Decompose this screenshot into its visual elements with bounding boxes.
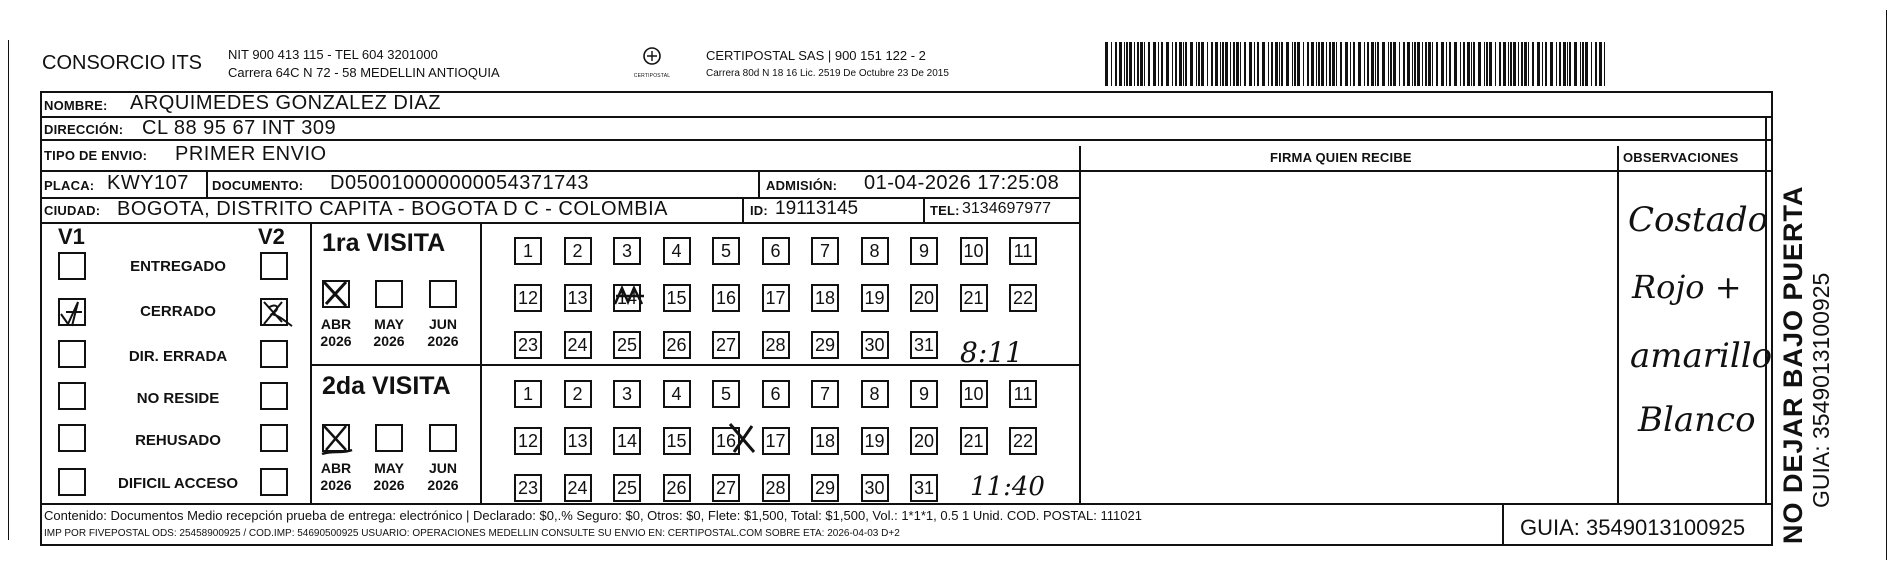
obs-line-4: Blanco bbox=[1638, 400, 1756, 440]
barcode-bar bbox=[1510, 42, 1512, 86]
second-visit-month-jun[interactable] bbox=[429, 424, 457, 452]
nombre-label: NOMBRE: bbox=[44, 98, 108, 113]
side-text bbox=[1778, 94, 1888, 544]
first-visit-day-19[interactable]: 19 bbox=[861, 284, 889, 312]
first-visit-day-25[interactable]: 25 bbox=[613, 331, 641, 359]
firma-header: FIRMA QUIEN RECIBE bbox=[1270, 150, 1412, 165]
barcode-bar bbox=[1446, 42, 1447, 86]
first-visit-day-1[interactable]: 1 bbox=[514, 237, 542, 265]
barcode-bar bbox=[1367, 42, 1369, 86]
barcode-bar bbox=[1230, 42, 1231, 86]
barcode-bar bbox=[1489, 42, 1492, 86]
first-visit-day-26[interactable]: 26 bbox=[663, 331, 691, 359]
barcode-bar bbox=[1279, 42, 1280, 86]
reason-dificil-acceso: DIFICIL ACCESO bbox=[117, 475, 238, 492]
barcode-bar bbox=[1499, 42, 1501, 86]
first-visit-month-jun[interactable] bbox=[429, 280, 457, 308]
barcode-bar bbox=[1388, 42, 1389, 86]
v1-checkbox-no-reside[interactable] bbox=[58, 382, 86, 410]
second-visit-month-may[interactable] bbox=[375, 424, 403, 452]
barcode-bar bbox=[1377, 42, 1379, 86]
barcode-bar bbox=[1574, 42, 1577, 86]
second-visit-day-11[interactable]: 11 bbox=[1009, 380, 1037, 408]
barcode-bar bbox=[1336, 42, 1337, 86]
v2-label: V2 bbox=[258, 224, 285, 249]
barcode-bar bbox=[1422, 42, 1423, 86]
barcode-bar bbox=[1585, 42, 1588, 86]
first-visit-day-3[interactable]: 3 bbox=[613, 237, 641, 265]
barcode-bar bbox=[1201, 42, 1204, 86]
barcode-bar bbox=[1286, 42, 1289, 86]
barcode-bar bbox=[1318, 42, 1320, 86]
v2-checkbox-no-reside[interactable] bbox=[260, 382, 288, 410]
first-visit-day-15[interactable]: 15 bbox=[663, 284, 691, 312]
barcode-bar bbox=[1134, 42, 1135, 86]
first-visit-day-13[interactable]: 13 bbox=[564, 284, 592, 312]
barcode-bar bbox=[1532, 42, 1534, 86]
barcode-bar bbox=[1262, 42, 1265, 86]
reason-no-reside: NO RESIDE bbox=[136, 390, 220, 407]
barcode-bar bbox=[1417, 42, 1420, 86]
v2-checkbox-rehusado[interactable] bbox=[260, 424, 288, 452]
certipostal-name: CERTIPOSTAL SAS | 900 151 122 - 2 bbox=[706, 48, 926, 63]
side-guia: GUIA: 3549013100925 bbox=[1808, 272, 1834, 508]
second-visit-day-17[interactable]: 17 bbox=[762, 427, 790, 455]
barcode-bar bbox=[1249, 42, 1252, 86]
obs-line-1: Costado bbox=[1628, 200, 1769, 240]
barcode-bar bbox=[1198, 42, 1200, 86]
barcode-bar bbox=[1486, 42, 1488, 86]
first-visit-day-4[interactable]: 4 bbox=[663, 237, 691, 265]
logo-caption: CERTIPOSTAL bbox=[633, 73, 671, 79]
ciudad-label: CIUDAD: bbox=[44, 203, 101, 218]
barcode-bar bbox=[1281, 42, 1283, 86]
footer-print-info: IMP POR FIVEPOSTAL ODS: 25458900925 / COD.IMP: 54690500925 USUARIO: OPERACIONES MEDELLIN CONSULTE SU ENVIO EN: CERTIPOSTAL.COM SOBRE ETA: 2026-04-03 D+2 bbox=[44, 528, 900, 539]
barcode-bar bbox=[1521, 42, 1523, 86]
first-visit-day-30[interactable]: 30 bbox=[861, 331, 889, 359]
first-visit-month-may[interactable] bbox=[375, 280, 403, 308]
barcode-bar bbox=[1350, 42, 1351, 86]
second-visit-day-20[interactable]: 20 bbox=[910, 427, 938, 455]
barcode-bar bbox=[1311, 42, 1314, 86]
barcode-bar bbox=[1329, 42, 1331, 86]
barcode-bar bbox=[1316, 42, 1317, 86]
second-visit-day-8[interactable]: 8 bbox=[861, 380, 889, 408]
id-value: 19113145 bbox=[775, 198, 859, 219]
second-visit-day-24[interactable]: 24 bbox=[564, 474, 592, 502]
barcode-bar bbox=[1236, 42, 1239, 86]
barcode-bar bbox=[1478, 42, 1481, 86]
barcode-bar bbox=[1207, 42, 1208, 86]
barcode-bar bbox=[1467, 42, 1470, 86]
scan-edge-right bbox=[1886, 10, 1887, 560]
v2-checkbox-dir-errada[interactable] bbox=[260, 340, 288, 368]
barcode-bar bbox=[1254, 42, 1255, 86]
first-visit-day-11[interactable]: 11 bbox=[1009, 237, 1037, 265]
first-visit-day-31[interactable]: 31 bbox=[910, 331, 938, 359]
barcode-bar bbox=[1353, 42, 1355, 86]
first-visit-day-28[interactable]: 28 bbox=[762, 331, 790, 359]
barcode-bar bbox=[1244, 42, 1246, 86]
barcode-bar bbox=[1326, 42, 1327, 86]
second-visit-day-13[interactable]: 13 bbox=[564, 427, 592, 455]
documento-label: DOCUMENTO: bbox=[212, 178, 304, 193]
second-visit-day-3[interactable]: 3 bbox=[613, 380, 641, 408]
barcode-bar bbox=[1144, 42, 1145, 86]
barcode-bar bbox=[1196, 42, 1197, 86]
v1-checkbox-entregado[interactable] bbox=[58, 252, 86, 280]
observations-area bbox=[1622, 172, 1773, 502]
first-visit-day-27[interactable]: 27 bbox=[712, 331, 740, 359]
barcode-bar bbox=[1528, 42, 1529, 86]
first-visit-day14-mark bbox=[612, 282, 648, 312]
barcode-bar bbox=[1332, 42, 1335, 86]
barcode-bar bbox=[1275, 42, 1278, 86]
barcode-bar bbox=[1473, 42, 1475, 86]
second-visit-day-7[interactable]: 7 bbox=[811, 380, 839, 408]
second-visit-day-28[interactable]: 28 bbox=[762, 474, 790, 502]
barcode-bar bbox=[1222, 42, 1224, 86]
barcode-bar bbox=[1580, 42, 1581, 86]
reason-entregado: ENTREGADO bbox=[130, 258, 226, 275]
barcode-bar bbox=[1414, 42, 1416, 86]
first-visit-day-7[interactable]: 7 bbox=[811, 237, 839, 265]
documento-value: D050010000000054371743 bbox=[330, 172, 590, 194]
barcode-bar bbox=[1166, 42, 1169, 86]
first-visit-day-6[interactable]: 6 bbox=[762, 237, 790, 265]
second-visit-day16-mark bbox=[724, 420, 760, 456]
first-visit-day-5[interactable]: 5 bbox=[712, 237, 740, 265]
first-visit-day-9[interactable]: 9 bbox=[910, 237, 938, 265]
barcode-bar bbox=[1358, 42, 1361, 86]
barcode-bar bbox=[1148, 42, 1150, 86]
first-visit-day-23[interactable]: 23 bbox=[514, 331, 542, 359]
barcode-bar bbox=[1563, 42, 1566, 86]
barcode-bar bbox=[1513, 42, 1516, 86]
barcode-bar bbox=[1582, 42, 1584, 86]
barcode-bar bbox=[1432, 42, 1433, 86]
second-visit-day-23[interactable]: 23 bbox=[514, 474, 542, 502]
footer-contents: Contenido: Documentos Medio recepción prueba de entrega: electrónico | Declarado: $0,.% Seguro: $0, Otros: $0, Flete: $1,500, Total: $1,500, Vol.: 1*1*1, 0.5 1 Unid. COD. POSTAL: 111021 bbox=[44, 508, 1142, 523]
barcode-bar bbox=[1257, 42, 1259, 86]
barcode-bar bbox=[1556, 42, 1557, 86]
reason-dir-errada: DIR. ERRADA bbox=[128, 348, 228, 365]
barcode-bar bbox=[1518, 42, 1519, 86]
obs-line-3: amarillo bbox=[1630, 336, 1773, 376]
barcode-bar bbox=[1412, 42, 1413, 86]
first-visit-day-29[interactable]: 29 bbox=[811, 331, 839, 359]
placa-label: PLACA: bbox=[44, 178, 95, 193]
id-label: ID: bbox=[750, 203, 768, 218]
second-visit-day-6[interactable]: 6 bbox=[762, 380, 790, 408]
second-visit-title: 2da VISITA bbox=[322, 372, 451, 400]
first-visit-day-2[interactable]: 2 bbox=[564, 237, 592, 265]
barcode-bar bbox=[1303, 42, 1304, 86]
v1-cerrado-check-mark bbox=[56, 296, 90, 330]
reason-rehusado: REHUSADO bbox=[135, 432, 221, 449]
barcode-bar bbox=[1403, 42, 1405, 86]
admision-value: 01-04-2026 17:25:08 bbox=[864, 172, 1060, 194]
barcode-bar bbox=[1407, 42, 1410, 86]
barcode-bar bbox=[1175, 42, 1177, 86]
barcode-bar bbox=[1503, 42, 1506, 86]
barcode-bar bbox=[1220, 42, 1221, 86]
first-visit-month-label-abr: ABR 2026 bbox=[320, 316, 352, 349]
second-visit-day-12[interactable]: 12 bbox=[514, 427, 542, 455]
second-visit-day-2[interactable]: 2 bbox=[564, 380, 592, 408]
barcode-bar bbox=[1567, 42, 1568, 86]
placa-value: KWY107 bbox=[107, 172, 189, 194]
side-warning: NO DEJAR BAJO PUERTA bbox=[1778, 185, 1808, 544]
barcode-bar bbox=[1215, 42, 1218, 86]
second-visit-day-27[interactable]: 27 bbox=[712, 474, 740, 502]
first-visit-day-24[interactable]: 24 bbox=[564, 331, 592, 359]
barcode-bar bbox=[1371, 42, 1374, 86]
company-address: Carrera 64C N 72 - 58 MEDELLIN ANTIOQUIA bbox=[228, 65, 500, 80]
first-visit-day-17[interactable]: 17 bbox=[762, 284, 790, 312]
barcode-bar bbox=[1153, 42, 1156, 86]
barcode-bar bbox=[1158, 42, 1159, 86]
barcode bbox=[1105, 42, 1610, 86]
second-visit-day-22[interactable]: 22 bbox=[1009, 427, 1037, 455]
ciudad-value: BOGOTA, DISTRITO CAPITA - BOGOTA D C - COLOMBIA bbox=[117, 198, 668, 220]
barcode-bar bbox=[1129, 42, 1132, 86]
barcode-bar bbox=[1399, 42, 1400, 86]
certipostal-address: Carrera 80d N 18 16 Lic. 2519 De Octubre 23 De 2015 bbox=[706, 68, 949, 79]
first-visit-day-10[interactable]: 10 bbox=[960, 237, 988, 265]
second-visit-day-4[interactable]: 4 bbox=[663, 380, 691, 408]
company-name: CONSORCIO ITS bbox=[42, 52, 203, 74]
barcode-bar bbox=[1454, 42, 1457, 86]
barcode-bar bbox=[1436, 42, 1438, 86]
barcode-bar bbox=[1441, 42, 1444, 86]
barcode-bar bbox=[1297, 42, 1300, 86]
barcode-bar bbox=[1542, 42, 1543, 86]
barcode-bar bbox=[1463, 42, 1465, 86]
barcode-bar bbox=[1124, 42, 1125, 86]
first-visit-day-22[interactable]: 22 bbox=[1009, 284, 1037, 312]
barcode-bar bbox=[1292, 42, 1293, 86]
second-visit-day-31[interactable]: 31 bbox=[910, 474, 938, 502]
barcode-bar bbox=[1508, 42, 1509, 86]
second-visit-day-1[interactable]: 1 bbox=[514, 380, 542, 408]
barcode-bar bbox=[1185, 42, 1187, 86]
barcode-bar bbox=[1460, 42, 1461, 86]
observaciones-header: OBSERVACIONES bbox=[1623, 150, 1739, 165]
barcode-bar bbox=[1183, 42, 1184, 86]
barcode-bar bbox=[1471, 42, 1472, 86]
tel-value: 3134697977 bbox=[962, 200, 1051, 217]
second-visit-day-25[interactable]: 25 bbox=[613, 474, 641, 502]
second-visit-day-15[interactable]: 15 bbox=[663, 427, 691, 455]
barcode-bar bbox=[1375, 42, 1376, 86]
barcode-bar bbox=[1569, 42, 1571, 86]
second-visit-day-19[interactable]: 19 bbox=[861, 427, 889, 455]
barcode-bar bbox=[1390, 42, 1392, 86]
second-visit-month-label-abr: ABR 2026 bbox=[320, 460, 352, 493]
barcode-bar bbox=[1545, 42, 1547, 86]
barcode-bar bbox=[1591, 42, 1592, 86]
barcode-bar bbox=[1225, 42, 1228, 86]
barcode-bar bbox=[1137, 42, 1139, 86]
admision-label: ADMISIÓN: bbox=[766, 178, 838, 193]
first-visit-day-8[interactable]: 8 bbox=[861, 237, 889, 265]
second-visit-day-10[interactable]: 10 bbox=[960, 380, 988, 408]
barcode-bar bbox=[1111, 42, 1112, 86]
v2-checkbox-dificil-acceso[interactable] bbox=[260, 468, 288, 496]
barcode-bar bbox=[1425, 42, 1427, 86]
certipostal-logo bbox=[630, 46, 674, 82]
barcode-bar bbox=[1211, 42, 1213, 86]
direccion-label: DIRECCIÓN: bbox=[44, 122, 124, 137]
v1-label: V1 bbox=[58, 224, 85, 249]
second-visit-abr-mark bbox=[318, 420, 358, 458]
tel-label: TEL: bbox=[930, 203, 960, 218]
barcode-bar bbox=[1595, 42, 1597, 86]
second-visit-month-label-may: MAY 2026 bbox=[373, 460, 405, 493]
direccion-value: CL 88 95 67 INT 309 bbox=[142, 117, 337, 139]
barcode-bar bbox=[1119, 42, 1122, 86]
second-visit-day-26[interactable]: 26 bbox=[663, 474, 691, 502]
second-visit-day-18[interactable]: 18 bbox=[811, 427, 839, 455]
v2-checkbox-entregado[interactable] bbox=[260, 252, 288, 280]
first-visit-month-label-may: MAY 2026 bbox=[373, 316, 405, 349]
barcode-bar bbox=[1294, 42, 1296, 86]
first-visit-time: 8:11 bbox=[960, 336, 1023, 369]
footer-guia: GUIA: 3549013100925 bbox=[1520, 515, 1746, 540]
barcode-bar bbox=[1604, 42, 1605, 86]
obs-line-2: Rojo + bbox=[1632, 268, 1742, 306]
barcode-bar bbox=[1126, 42, 1128, 86]
tipo-envio-label: TIPO DE ENVIO: bbox=[44, 148, 148, 163]
barcode-bar bbox=[1140, 42, 1143, 86]
company-nit: NIT 900 413 115 - TEL 604 3201000 bbox=[228, 47, 438, 62]
first-visit-title: 1ra VISITA bbox=[322, 229, 446, 257]
barcode-bar bbox=[1190, 42, 1193, 86]
v1-checkbox-rehusado[interactable] bbox=[58, 424, 86, 452]
barcode-bar bbox=[1524, 42, 1527, 86]
second-visit-day-21[interactable]: 21 bbox=[960, 427, 988, 455]
barcode-bar bbox=[1449, 42, 1451, 86]
barcode-bar bbox=[1161, 42, 1163, 86]
barcode-bar bbox=[1537, 42, 1540, 86]
first-visit-month-label-jun: JUN 2026 bbox=[427, 316, 459, 349]
v1-checkbox-dificil-acceso[interactable] bbox=[58, 468, 86, 496]
barcode-bar bbox=[1599, 42, 1602, 86]
nombre-value: ARQUIMEDES GONZALEZ DIAZ bbox=[130, 92, 441, 114]
barcode-bar bbox=[1345, 42, 1348, 86]
first-visit-abr-mark bbox=[320, 278, 354, 312]
barcode-bar bbox=[1428, 42, 1431, 86]
second-visit-month-label-jun: JUN 2026 bbox=[427, 460, 459, 493]
second-visit-day-14[interactable]: 14 bbox=[613, 427, 641, 455]
barcode-bar bbox=[1307, 42, 1309, 86]
second-visit-day-29[interactable]: 29 bbox=[811, 474, 839, 502]
second-visit-day-16[interactable]: 16 bbox=[712, 427, 740, 455]
tipo-envio-value: PRIMER ENVIO bbox=[175, 143, 327, 165]
v1-checkbox-dir-errada[interactable] bbox=[58, 340, 86, 368]
barcode-bar bbox=[1233, 42, 1235, 86]
barcode-bar bbox=[1268, 42, 1269, 86]
barcode-bar bbox=[1364, 42, 1365, 86]
barcode-bar bbox=[1172, 42, 1173, 86]
barcode-bar bbox=[1550, 42, 1553, 86]
scan-edge-left bbox=[8, 40, 9, 540]
barcode-bar bbox=[1559, 42, 1561, 86]
first-visit-day-21[interactable]: 21 bbox=[960, 284, 988, 312]
second-visit-day-5[interactable]: 5 bbox=[712, 380, 740, 408]
barcode-bar bbox=[1105, 42, 1108, 86]
certipostal-emblem-icon bbox=[639, 46, 665, 68]
reason-cerrado: CERRADO bbox=[140, 303, 216, 320]
second-visit-day-9[interactable]: 9 bbox=[910, 380, 938, 408]
first-visit-day-16[interactable]: 16 bbox=[712, 284, 740, 312]
barcode-bar bbox=[1393, 42, 1396, 86]
v2-cerrado-check-mark bbox=[258, 296, 298, 330]
first-visit-day-14[interactable]: 14 bbox=[613, 284, 641, 312]
signature-area[interactable] bbox=[1082, 172, 1615, 502]
first-visit-day-12[interactable]: 12 bbox=[514, 284, 542, 312]
barcode-bar bbox=[1340, 42, 1342, 86]
barcode-bar bbox=[1495, 42, 1496, 86]
first-visit-day-20[interactable]: 20 bbox=[910, 284, 938, 312]
first-visit-day-18[interactable]: 18 bbox=[811, 284, 839, 312]
second-visit-time: 11:40 bbox=[970, 472, 1045, 502]
barcode-bar bbox=[1484, 42, 1485, 86]
barcode-bar bbox=[1179, 42, 1182, 86]
barcode-bar bbox=[1321, 42, 1324, 86]
barcode-bar bbox=[1115, 42, 1117, 86]
barcode-bar bbox=[1240, 42, 1241, 86]
second-visit-day-30[interactable]: 30 bbox=[861, 474, 889, 502]
barcode-bar bbox=[1271, 42, 1273, 86]
barcode-bar bbox=[1382, 42, 1385, 86]
